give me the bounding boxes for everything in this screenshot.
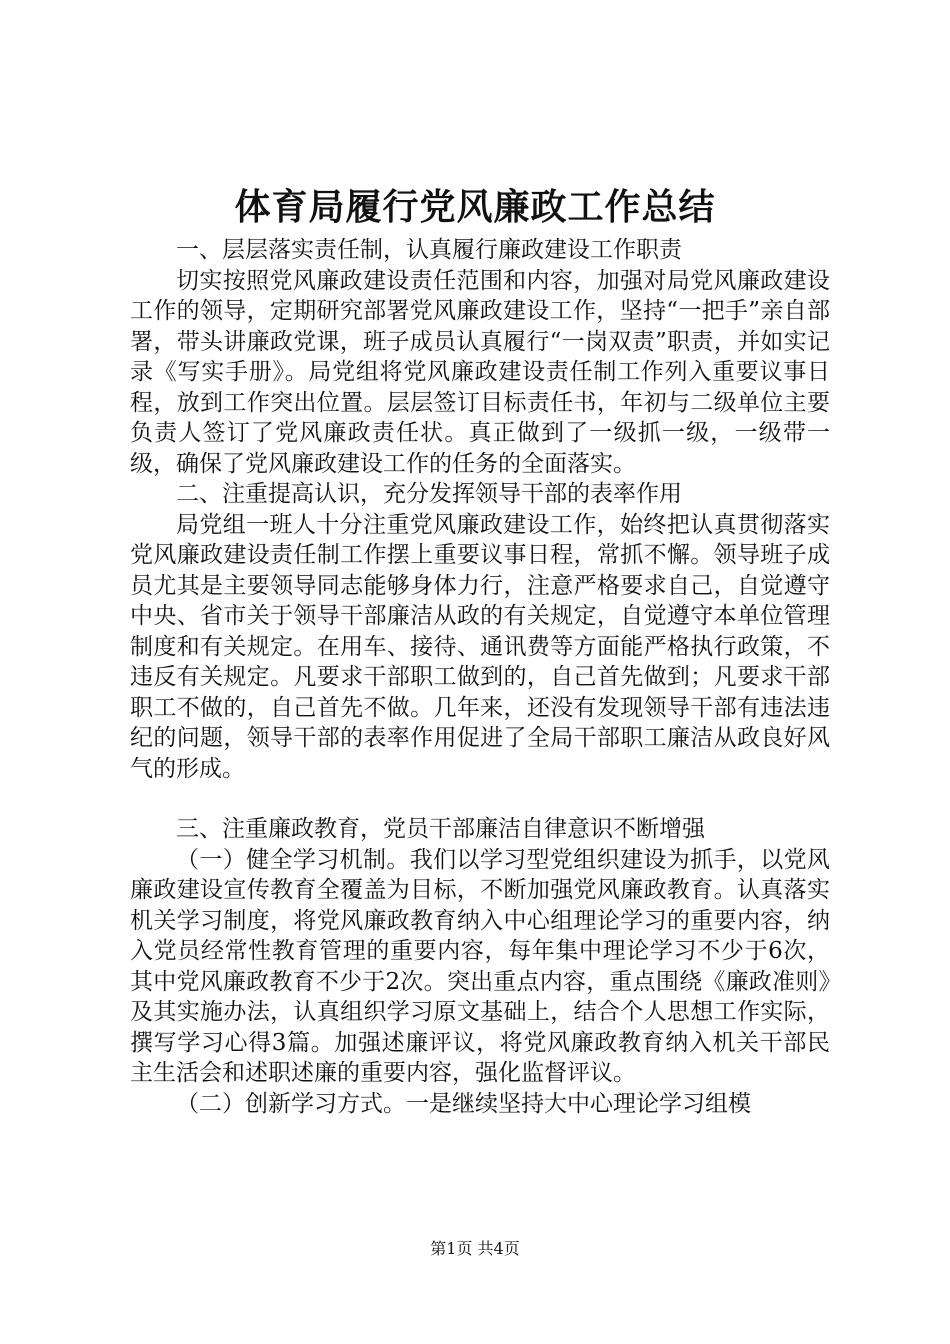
paragraph-4: （二）创新学习方式。一是继续坚持大中心理论学习组模: [176, 1090, 751, 1117]
section-heading-3: 三、注重廉政教育，党员干部廉洁自律意识不断增强: [176, 816, 705, 842]
page-footer: 第1页 共4页: [430, 1239, 520, 1258]
paragraph-1: 切实按照党风廉政建设责任范围和内容，加强对局党风廉政建设工作的领导，定期研究部署党风廉政建设工作，坚持“一把手”亲自部署，带头讲廉政党课，班子成员认真履行“一岗双责”职责，并如实记录《写实手册》。局党组将党风廉政建设责任制工作列入重要议事日程，放到工作突出位置。层层签订目标责任书，年初与二级单位主要负责人签订了党风廉政责任状。真正做到了一级抓一级，一级带一级，确保了党风廉政建设工作的任务的全面落实。: [130, 267, 830, 477]
section-heading-2: 二、注重提高认识，充分发挥领导干部的表率作用: [176, 481, 682, 507]
paragraph-3: （一）健全学习机制。我们以学习型党组织建设为抓手，以党风廉政建设宣传教育全覆盖为目标，不断加强党风廉政教育。认真落实机关学习制度，将党风廉政教育纳入中心组理论学习的重要内容，纳入党员经常性教育管理的重要内容，每年集中理论学习不少于6次，其中党风廉政教育不少于2次。突出重点内容，重点围绕《廉政准则》及其实施办法，认真组织学习原文基础上，结合个人思想工作实际，撰写学习心得3篇。加强述廉评议，将党风廉政教育纳入机关干部民主生活会和述职述廉的重要内容，强化监督评议。: [130, 846, 830, 1086]
document-body: [130, 235, 830, 1119]
section-heading-1: 一、层层落实责任制，认真履行廉政建设工作职责: [176, 237, 682, 263]
paragraph-2: 局党组一班人十分注重党风廉政建设工作，始终把认真贯彻落实党风廉政建设责任制工作摆上重要议事日程，常抓不懈。领导班子成员尤其是主要领导同志能够身体力行，注意严格要求自己，自觉遵守中央、省市关于领导干部廉洁从政的有关规定，自觉遵守本单位管理制度和有关规定。在用车、接待、通讯费等方面能严格执行政策，不违反有关规定。凡要求干部职工做到的，自己首先做到；凡要求干部职工不做的，自己首先不做。几年来，还没有发现领导干部有违法违纪的问题，领导干部的表率作用促进了全局干部职工廉洁从政良好风气的形成。: [130, 511, 830, 782]
document-title: 体育局履行党风廉政工作总结: [234, 186, 716, 228]
